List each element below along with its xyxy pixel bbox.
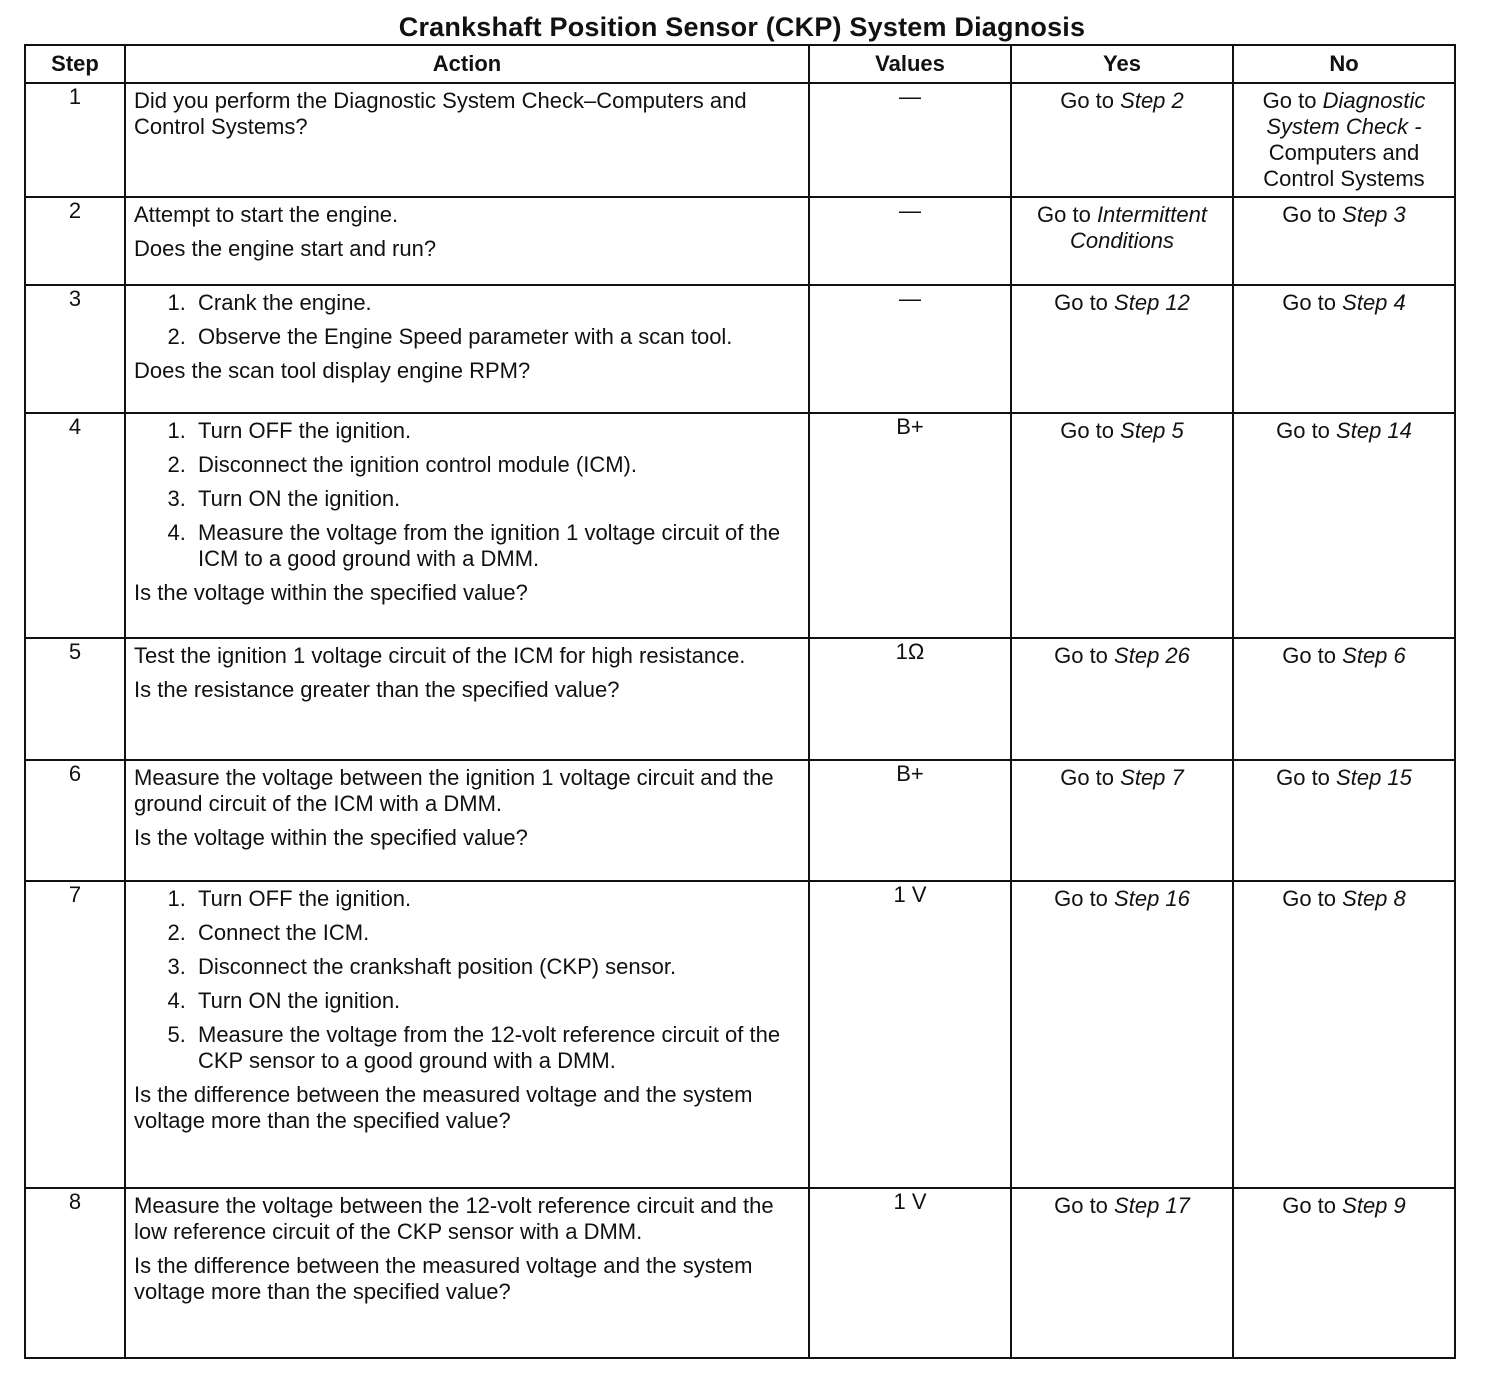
step-number: 4 [25, 413, 125, 638]
no-prefix: Go to [1282, 202, 1337, 227]
table-row [25, 638, 1455, 760]
no-link[interactable]: Step 14 [1336, 418, 1412, 443]
no-link[interactable]: Step 15 [1336, 765, 1412, 790]
no-cell [1233, 638, 1455, 760]
yes-prefix: Go to [1054, 1193, 1108, 1218]
yes-prefix: Go to [1054, 886, 1108, 911]
action-text: Measure the voltage between the 12-volt reference circuit and the low reference circuit of the CKP sensor with a DMM. [134, 1193, 774, 1244]
step-number: 5 [25, 638, 125, 760]
action-step-item: 3. Disconnect the crankshaft position (CKP) sensor. [192, 954, 802, 980]
action-steps [134, 886, 802, 1082]
yes-cell [1011, 638, 1233, 760]
action-step-item: 1. Turn OFF the ignition. [192, 418, 802, 444]
yes-cell [1011, 881, 1233, 1188]
yes-cell [1011, 1188, 1233, 1358]
page-title: Crankshaft Position Sensor (CKP) System Diagnosis [398, 12, 1086, 42]
no-link[interactable]: Step 8 [1342, 886, 1406, 911]
no-link[interactable]: Step 4 [1342, 290, 1406, 315]
no-cell [1233, 413, 1455, 638]
action-text: Test the ignition 1 voltage circuit of the ICM for high resistance. [134, 643, 746, 668]
action-cell [125, 881, 809, 1188]
no-prefix: Go to [1282, 886, 1337, 911]
header-step: Step [25, 45, 125, 83]
value-cell: 1Ω [809, 638, 1011, 760]
action-steps [134, 418, 802, 580]
no-suffix: Computers and Control Systems [1263, 140, 1425, 191]
header-no: No [1233, 45, 1455, 83]
yes-link[interactable]: Step 7 [1120, 765, 1184, 790]
action-cell [125, 760, 809, 881]
action-cell [125, 1188, 809, 1358]
action-step-item: 3. Turn ON the ignition. [192, 486, 802, 512]
step-number: 7 [25, 881, 125, 1188]
value-cell: — [809, 285, 1011, 413]
yes-link[interactable]: Step 26 [1114, 643, 1190, 668]
yes-prefix: Go to [1054, 643, 1108, 668]
action-text: Attempt to start the engine. [134, 202, 399, 227]
value-cell: 1 V [809, 1188, 1011, 1358]
step-number: 3 [25, 285, 125, 413]
table-row [25, 285, 1455, 413]
action-step-item: 1. Turn OFF the ignition. [192, 886, 802, 912]
table-header-row [25, 45, 1455, 83]
action-text: Measure the voltage between the ignition 1 voltage circuit and the ground circuit of the ICM with a DMM. [134, 765, 774, 816]
table-row [25, 197, 1455, 285]
action-cell [125, 413, 809, 638]
no-cell [1233, 285, 1455, 413]
action-question: Is the difference between the measured voltage and the system voltage more than the specified value? [134, 1082, 753, 1133]
header-action: Action [125, 45, 809, 83]
yes-cell [1011, 760, 1233, 881]
action-cell [125, 285, 809, 413]
action-cell [125, 83, 809, 197]
table-row [25, 881, 1455, 1188]
no-prefix: Go to [1276, 418, 1330, 443]
yes-link[interactable]: Step 12 [1114, 290, 1190, 315]
yes-prefix: Go to [1054, 290, 1108, 315]
header-yes: Yes [1011, 45, 1233, 83]
table-row [25, 83, 1455, 197]
no-prefix: Go to [1282, 643, 1337, 668]
action-question: Is the resistance greater than the specified value? [134, 677, 620, 702]
no-cell [1233, 881, 1455, 1188]
action-question: Is the difference between the measured voltage and the system voltage more than the specified value? [134, 1253, 753, 1304]
no-prefix: Go to [1276, 765, 1330, 790]
no-prefix: Go to [1282, 290, 1337, 315]
action-step-item: 1. Crank the engine. [192, 290, 802, 316]
action-cell [125, 638, 809, 760]
value-cell: B+ [809, 760, 1011, 881]
header-values: Values [809, 45, 1011, 83]
action-text: Did you perform the Diagnostic System Check–Computers and Control Systems? [134, 88, 747, 139]
value-cell: — [809, 197, 1011, 285]
step-number: 6 [25, 760, 125, 881]
no-link[interactable]: Step 3 [1342, 202, 1406, 227]
step-number: 8 [25, 1188, 125, 1358]
value-cell: — [809, 83, 1011, 197]
action-question: Does the scan tool display engine RPM? [134, 358, 531, 383]
no-link[interactable]: Diagnostic System Check - [1266, 88, 1426, 139]
value-cell: B+ [809, 413, 1011, 638]
yes-link[interactable]: Step 16 [1114, 886, 1190, 911]
action-step-item: 2. Observe the Engine Speed parameter with a scan tool. [192, 324, 802, 350]
step-number: 2 [25, 197, 125, 285]
no-link[interactable]: Step 9 [1342, 1193, 1406, 1218]
action-step-item: 4. Measure the voltage from the ignition 1 voltage circuit of the ICM to a good ground with a DMM. [192, 520, 802, 572]
action-question: Is the voltage within the specified value? [134, 825, 528, 850]
yes-prefix: Go to [1037, 202, 1091, 227]
table-row [25, 760, 1455, 881]
table-row [25, 413, 1455, 638]
yes-link[interactable]: Step 5 [1120, 418, 1184, 443]
yes-prefix: Go to [1060, 88, 1115, 113]
action-cell [125, 197, 809, 285]
no-link[interactable]: Step 6 [1342, 643, 1406, 668]
yes-link[interactable]: Intermittent Conditions [1070, 202, 1207, 253]
yes-cell [1011, 197, 1233, 285]
no-cell [1233, 760, 1455, 881]
no-cell [1233, 197, 1455, 285]
diagnosis-table [24, 44, 1456, 1359]
action-question: Is the voltage within the specified value? [134, 580, 528, 605]
no-cell [1233, 1188, 1455, 1358]
no-cell [1233, 83, 1455, 197]
action-step-item: 2. Connect the ICM. [192, 920, 802, 946]
step-number: 1 [25, 83, 125, 197]
yes-cell [1011, 413, 1233, 638]
yes-prefix: Go to [1060, 418, 1115, 443]
yes-prefix: Go to [1060, 765, 1115, 790]
yes-link[interactable]: Step 2 [1120, 88, 1184, 113]
no-prefix: Go to [1282, 1193, 1337, 1218]
action-step-item: 5. Measure the voltage from the 12-volt reference circuit of the CKP sensor to a good ground with a DMM. [192, 1022, 802, 1074]
no-prefix: Go to [1262, 88, 1317, 113]
action-steps [134, 290, 802, 358]
yes-cell [1011, 83, 1233, 197]
value-cell: 1 V [809, 881, 1011, 1188]
yes-link[interactable]: Step 17 [1114, 1193, 1190, 1218]
action-question: Does the engine start and run? [134, 236, 437, 261]
action-step-item: 2. Disconnect the ignition control module (ICM). [192, 452, 802, 478]
yes-cell [1011, 285, 1233, 413]
action-step-item: 4. Turn ON the ignition. [192, 988, 802, 1014]
table-row [25, 1188, 1455, 1358]
